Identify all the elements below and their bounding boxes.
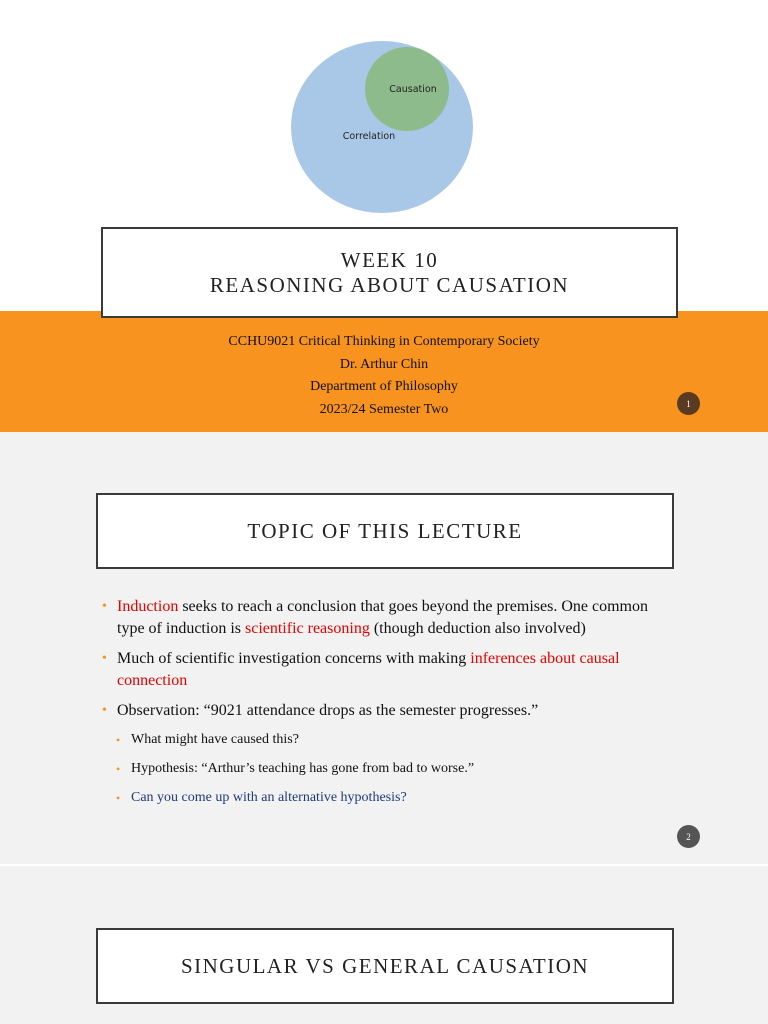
topic-heading: TOPIC OF THIS LECTURE: [96, 493, 674, 569]
list-item: [102, 648, 672, 692]
slide-title: [101, 227, 678, 318]
list-item: [102, 596, 672, 640]
body-text: Much of scientific investigation concerns with making: [117, 650, 471, 667]
correlation-label: Correlation: [342, 131, 396, 142]
sub-list-item: • What might have caused this?: [116, 730, 672, 750]
lecturer-name: Dr. Arthur Chin: [339, 356, 429, 372]
venn-diagram: [285, 36, 485, 218]
highlight-text: Induction: [117, 598, 179, 615]
highlight-text: inferences about causal connection: [117, 650, 620, 689]
page-number-badge: 2: [677, 825, 700, 848]
list-item: [102, 700, 672, 722]
sub-list-item: • Hypothesis: “Arthur’s teaching has gone from bad to worse.”: [116, 759, 672, 779]
body-text: seeks to reach a conclusion that goes beyond the premises. One common type of induction is: [117, 598, 648, 637]
department-name: Department of Philosophy: [310, 379, 458, 394]
slide-subtitle: [0, 331, 768, 421]
body-text: Observation: “9021 attendance drops as the semester progresses.”: [117, 702, 539, 719]
causation-label: Causation: [389, 84, 437, 95]
semester: 2023/24 Semester Two: [319, 401, 449, 417]
page-number-badge: 1: [677, 392, 700, 415]
bullet-list: [102, 596, 672, 817]
body-text: (though deduction also involved): [369, 620, 586, 637]
singular-heading: SINGULAR VS GENERAL CAUSATION: [96, 928, 674, 1004]
title-line-week: WEEK 10: [340, 247, 439, 272]
causation-slide: [0, 864, 768, 1024]
course-name: CCHU9021 Critical Thinking in Contemporary Society: [228, 334, 540, 349]
highlight-text: scientific reasoning: [244, 620, 370, 637]
topic-slide: [0, 432, 768, 864]
title-slide: [0, 0, 768, 432]
title-line-topic: REASONING ABOUT CAUSATION: [209, 272, 570, 297]
sub-list-item-question: • Can you come up with an alternative hypothesis?: [116, 788, 672, 808]
